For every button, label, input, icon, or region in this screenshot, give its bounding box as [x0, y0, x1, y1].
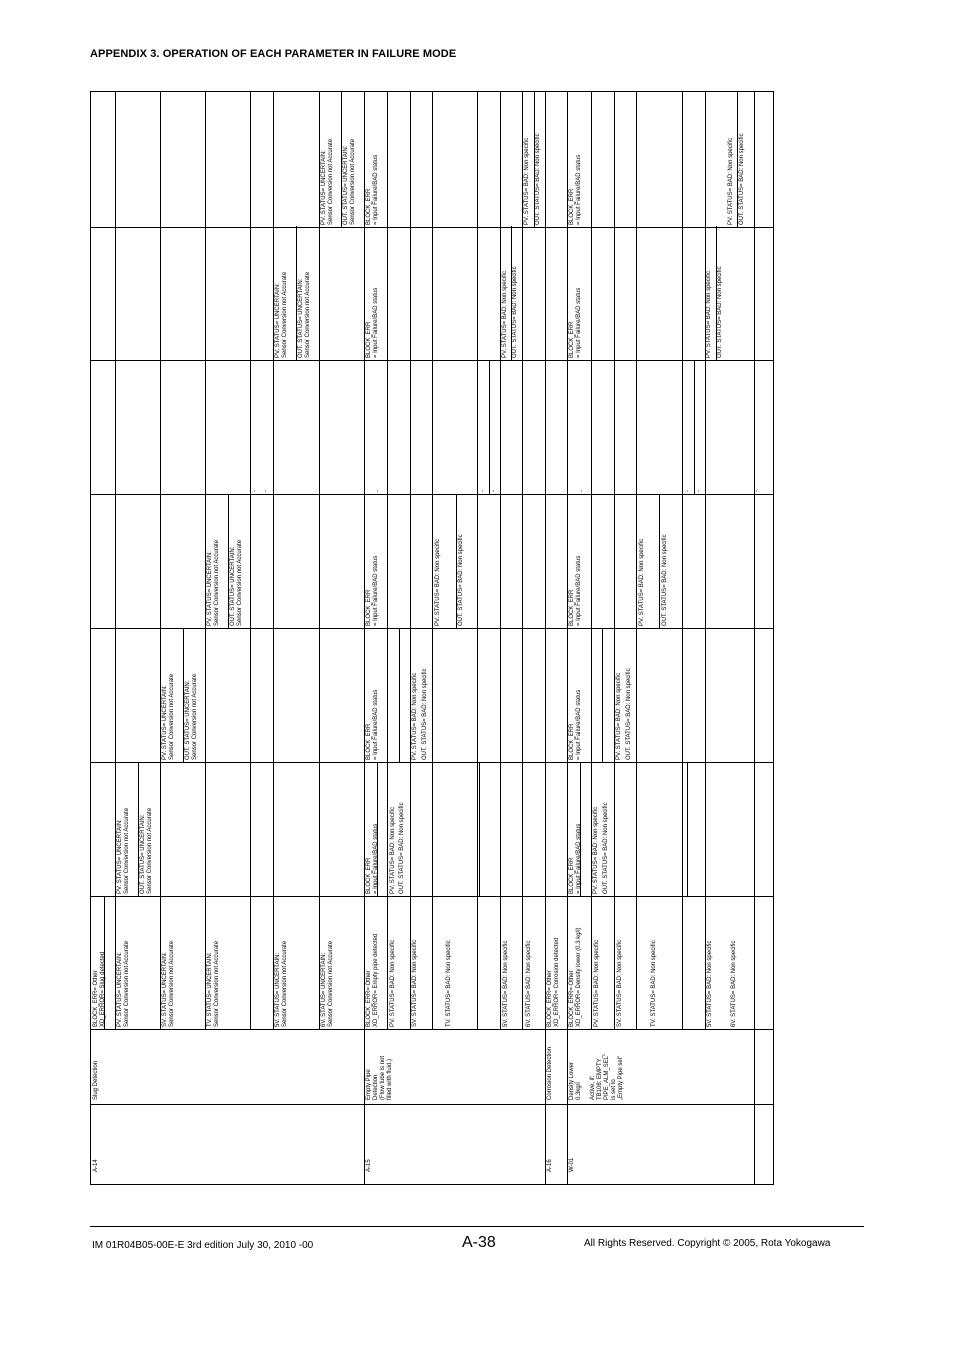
subrow-line	[522, 92, 523, 1029]
ai3-w01-pv: PV. STATUS= BAD: Non specific	[639, 538, 645, 626]
ai2-w01-pv: PV. STATUS= BAD: Non specific	[616, 672, 622, 760]
cell-line: PV. STATUS= UNCERTAIN:	[117, 819, 123, 894]
subrow-line	[273, 92, 274, 1029]
cell-line: BLOCK_ERR	[366, 321, 372, 358]
id-a15: A-15	[366, 1159, 372, 1172]
subrow-line	[682, 92, 683, 1029]
split-line	[456, 494, 457, 628]
cell-line: OUT. STATUS= UNCERTAIN:	[298, 278, 304, 358]
it-dash: -	[491, 490, 497, 492]
cell-line: = Input Failure/BAD status	[373, 555, 379, 626]
subrow-line	[591, 92, 592, 1029]
cell-line: XD_ERROR= Empty pipe detected	[373, 933, 379, 1027]
cell-line: Sensor Conversion not Accurate	[214, 940, 220, 1027]
cell-line: BLOCK_ERR= Other	[569, 970, 575, 1027]
cell-line: BLOCK_ERR	[569, 723, 575, 760]
split-line	[138, 762, 139, 896]
row-line	[567, 92, 568, 1185]
cell-line: PV. STATUS= UNCERTAIN:	[207, 551, 213, 626]
subrow-line	[705, 92, 706, 1029]
ai3-w01-out: OUT. STATUS= BAD: Non specific	[662, 534, 668, 626]
td-w01-5v: 5V. STATUS= BAD: Non specific	[707, 940, 713, 1027]
td-w01-6v: 6V. STATUS= BAD: Non specific	[731, 940, 737, 1027]
split-line	[341, 92, 342, 227]
cell-line: Sensor Conversion not Accurate	[328, 940, 334, 1027]
td-a15-6v: 6V. STATUS= BAD: Non specific	[526, 940, 532, 1027]
cell-line: BLOCK_ERR	[366, 188, 372, 225]
subrow-line	[614, 92, 615, 1029]
split-line	[489, 360, 490, 494]
it-dash: -	[685, 490, 691, 492]
cell-line: 0.3kg/l	[576, 1082, 582, 1100]
ai1-a15-out: OUT. STATUS= BAD: Non specific	[399, 802, 405, 894]
subrow-line	[319, 92, 320, 1029]
ai3-a15-out: OUT. STATUS= BAD: Non specific	[458, 534, 464, 626]
cell-line: = Input Failure/BAD status	[373, 287, 379, 358]
cell-line: Sensor Conversion not Accurate	[214, 539, 220, 626]
subrow-line	[500, 92, 501, 1029]
split-line	[399, 628, 400, 762]
cell-line: BLOCK_ERR	[569, 188, 575, 225]
subrow-line	[205, 92, 206, 1029]
split-line	[183, 628, 184, 762]
cell-line: XD_ERROR= Slug detected	[100, 951, 106, 1027]
footer-copyright: All Rights Reserved. Copyright © 2005, Rota Yokogawa	[584, 1238, 831, 1249]
ai4-w01-pv: PV. STATUS= BAD: Non specific	[706, 270, 712, 358]
split-line	[687, 762, 688, 896]
cell-line: Sensor Conversion not Accurate	[147, 807, 153, 894]
ai3-a15-pv: PV. STATUS= BAD: Non specific	[435, 538, 441, 626]
td-a15-pv: PV. STATUS= BAD: Non specific	[390, 939, 396, 1027]
it-dash: -	[252, 490, 258, 492]
failure-mode-table	[90, 91, 774, 1185]
cell-line: BLOCK_ERR	[366, 723, 372, 760]
id-a16: A-16	[547, 1159, 553, 1172]
subrow-line	[477, 92, 478, 1029]
ai5-w01-pv: PV. STATUS= BAD: Non specific	[728, 137, 734, 225]
it-dash: -	[480, 490, 486, 492]
cell-line: 6V. STATUS= UNCERTAIN:	[321, 952, 327, 1027]
it-dash: -	[263, 490, 269, 492]
subrow-line	[432, 92, 433, 1029]
cell-line: BLOCK_ERR	[366, 589, 372, 626]
page-heading: APPENDIX 3. OPERATION OF EACH PARAMETER IN FAILURE MODE	[90, 48, 457, 60]
cell-line: Density Lower	[569, 1061, 575, 1100]
ai4-a15-out: OUT. STATUS= BAD: Non specific	[512, 266, 518, 358]
row-line	[364, 92, 365, 1185]
cell-line: OUT. STATUS= UNCERTAIN:	[343, 145, 349, 225]
cell-line: BLOCK_ERR= Other	[93, 970, 99, 1027]
cell-line: Sensor Conversion not Accurate	[282, 940, 288, 1027]
cell-line: OUT. STATUS= UNCERTAIN:	[230, 546, 236, 626]
cell-line: BLOCK_ERR	[569, 589, 575, 626]
cell-line	[583, 1054, 590, 1100]
subrow-line	[636, 92, 637, 1029]
cell-line: = Input Failure/BAD status	[576, 689, 582, 760]
row-line	[754, 92, 755, 1185]
cell-line: BLOCK_ERR= Other	[366, 970, 372, 1027]
cell-line: SV. STATUS= UNCERTAIN:	[162, 952, 168, 1027]
cell-line: Detection	[373, 1074, 379, 1100]
cell-line: Sensor Conversion not Accurate	[328, 138, 334, 225]
cell-line: XD_ERROR= Corrosion detected	[554, 937, 560, 1027]
cell-line: OUT. STATUS= UNCERTAIN:	[185, 680, 191, 760]
cell-line: = Input Failure/BAD status	[373, 154, 379, 225]
cell-line: Slug Detection	[93, 1060, 99, 1100]
cell-line: Empty Pipe	[366, 1069, 372, 1100]
cell-line: PV. STATUS= UNCERTAIN:	[162, 685, 168, 760]
td-a15-tv: TV. STATUS= BAD: Non specific	[446, 940, 452, 1027]
split-line	[694, 360, 695, 494]
cell-line: Sensor Conversion not Accurate	[350, 138, 356, 225]
it-dash: -	[579, 490, 585, 492]
split-line	[602, 628, 603, 762]
ai5-a15-out: OUT. STATUS= BAD: Non specific	[535, 133, 541, 225]
td-a15-sv: SV. STATUS= BAD: Non specific	[412, 939, 418, 1027]
cell-line: = Input Failure/BAD status	[576, 154, 582, 225]
cell-line: Sensor Conversion not Accurate	[305, 271, 311, 358]
ai4-a15-pv: PV. STATUS= BAD: Non specific	[502, 270, 508, 358]
ai1-w01-pv: PV. STATUS= BAD: Non specific	[593, 806, 599, 894]
split-line	[296, 226, 297, 360]
cell-line: „Empty Pipe sel"	[618, 1055, 624, 1100]
split-line	[737, 92, 738, 227]
td-w01-sv: SV. STATUS= BAD: Non specific	[617, 939, 623, 1027]
footer-page-number: A-38	[462, 1234, 496, 1251]
cell-line: PV. STATUS= UNCERTAIN:	[275, 283, 281, 358]
td-w01-pv: PV. STATUS= BAD: Non specific	[594, 939, 600, 1027]
ai4-w01-out: OUT. STATUS= BAD: Non specific	[717, 266, 723, 358]
cell-line: = Input Failure/BAD status	[576, 287, 582, 358]
cell-line: PV. STATUS= UNCERTAIN:	[117, 952, 123, 1027]
td-a15-5v: 5V. STATUS= BAD: Non specific	[503, 940, 509, 1027]
cell-line: = Input Failure/BAD status	[373, 689, 379, 760]
cell-line: Sensor Conversion not Accurate	[282, 271, 288, 358]
id-a14: A-14	[93, 1159, 99, 1172]
cell-line: Corrosion Detection	[547, 1046, 553, 1100]
cell-line: Sensor Conversion not Accurate	[192, 673, 198, 760]
cell-line: BLOCK_ERR	[569, 321, 575, 358]
split-line	[228, 494, 229, 628]
ai2-a15-pv: PV. STATUS= BAD: Non specific	[412, 672, 418, 760]
cell-line: BLOCK_ERR	[569, 857, 575, 894]
subrow-line	[410, 92, 411, 1029]
table-line	[91, 1029, 774, 1030]
subrow-line	[387, 92, 388, 1029]
cell-line: BLOCK_ERR= Other	[547, 970, 553, 1027]
ai2-a15-out: OUT. STATUS= BAD: Non specific	[422, 668, 428, 760]
ai2-w01-out: OUT. STATUS= BAD: Non specific	[626, 668, 632, 760]
split-line	[659, 494, 660, 628]
cell-line: is set to	[611, 1079, 617, 1100]
cell-line: PV. STATUS= UNCERTAIN:	[321, 150, 327, 225]
td-w01-tv: TV. STATUS= BAD: Non specific	[651, 940, 657, 1027]
cell-line: = Input Failure/BAD status	[373, 823, 379, 894]
cell-line: BLOCK_ERR	[366, 857, 372, 894]
cell-line: = Input Failure/BAD status	[576, 823, 582, 894]
cell-line: 5V. STATUS= UNCERTAIN:	[275, 952, 281, 1027]
split-line	[479, 762, 480, 896]
id-w01: W-01	[569, 1157, 575, 1172]
cell-line: TV. STATUS= UNCERTAIN:	[207, 952, 213, 1027]
cell-line: (Flow tube is not	[380, 1055, 386, 1100]
it-dash: -	[375, 490, 381, 492]
it-dash: -	[754, 490, 760, 492]
ai1-w01-out: OUT. STATUS= BAD: Non specific	[603, 802, 609, 894]
cell-line: XD_ERROR= Density lower (0.3 kg/l)	[576, 927, 582, 1027]
cell-line: Sensor Conversion not Accurate	[169, 940, 175, 1027]
cell-line: filled with fluid.)	[387, 1058, 393, 1100]
cell-line: Sensor Conversion not Accurate	[237, 539, 243, 626]
cell-line: Sensor Conversion not Accurate	[124, 807, 130, 894]
cell-line: OUT. STATUS= UNCERTAIN:	[140, 814, 146, 894]
row-line	[545, 92, 546, 1185]
table-line	[91, 1104, 774, 1105]
cell-line: Active, if:	[590, 1075, 596, 1100]
cell-line: Sensor Conversion not Accurate	[169, 673, 175, 760]
subrow-line	[250, 92, 251, 1029]
cell-line: PIPE_ALM_SEL"	[604, 1053, 610, 1100]
ai1-a15-pv: PV. STATUS= BAD: Non specific	[390, 806, 396, 894]
ai5-w01-out: OUT. STATUS= BAD: Non specific	[739, 133, 745, 225]
subrow-line	[160, 92, 161, 1029]
footer-doc-id: IM 01R04B05-00E-E 3rd edition July 30, 2010 -00	[92, 1240, 314, 1251]
cell-line: Sensor Conversion not Accurate	[124, 940, 130, 1027]
footer-rule	[90, 1226, 864, 1227]
subrow-line	[115, 92, 116, 1029]
ai5-a15-pv: PV. STATUS= BAD: Non specific	[524, 137, 530, 225]
cell-line: TB108: EMPTY_	[597, 1054, 603, 1100]
it-dash: -	[696, 490, 702, 492]
cell-line: = Input Failure/BAD status	[576, 555, 582, 626]
